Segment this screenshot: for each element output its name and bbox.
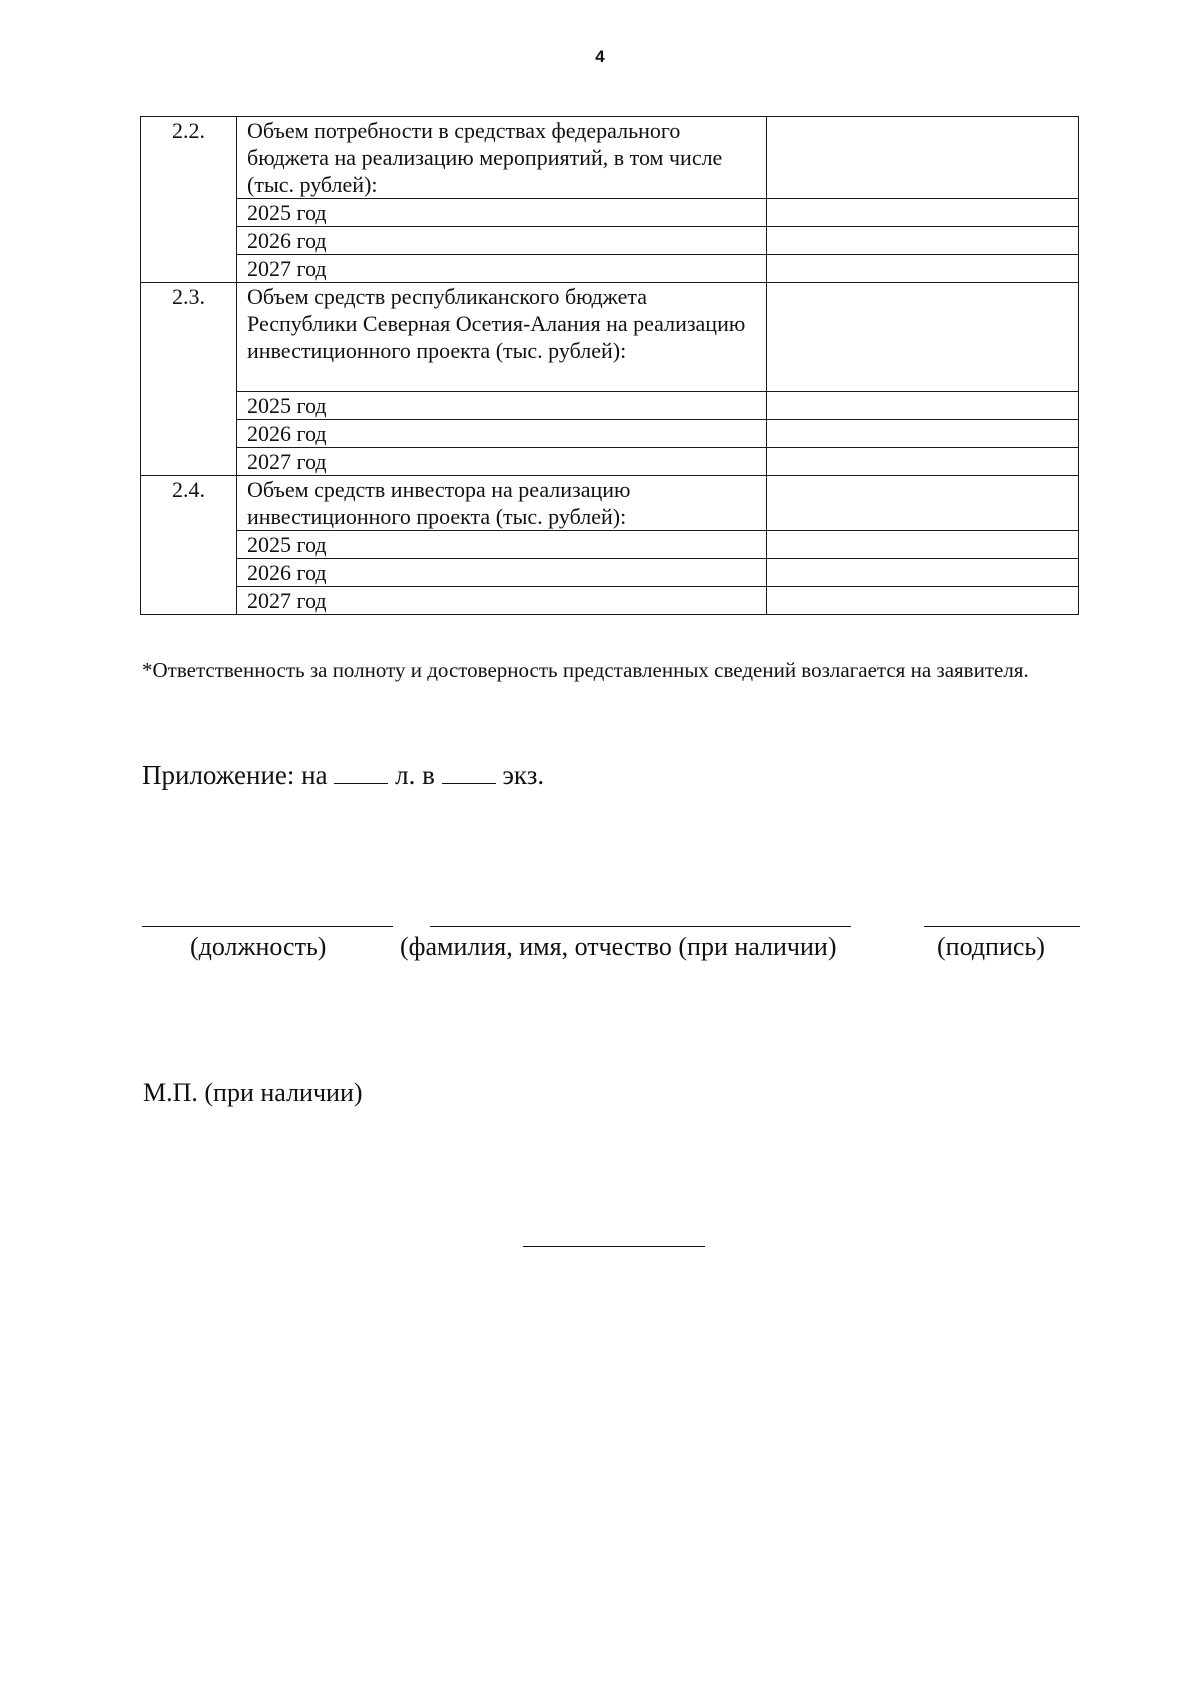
table-row [141, 587, 1079, 615]
value-cell [767, 255, 1079, 283]
value-cell [767, 117, 1079, 199]
row-number: 2.3. [141, 283, 237, 476]
row-title: Объем средств инвестора на реализацию инвестиционного проекта (тыс. рублей): [237, 476, 767, 531]
year-label: 2026 год [237, 559, 767, 587]
table-row [141, 117, 1079, 199]
value-cell [767, 420, 1079, 448]
page-number: 4 [595, 47, 605, 66]
year-label: 2026 год [237, 420, 767, 448]
table-row [141, 199, 1079, 227]
table-row [141, 227, 1079, 255]
table-row [141, 255, 1079, 283]
row-number: 2.2. [141, 117, 237, 283]
position-line [142, 926, 393, 927]
signature-line [924, 926, 1080, 927]
value-cell [767, 559, 1079, 587]
appendix-line [142, 757, 544, 791]
value-cell [767, 587, 1079, 615]
year-label: 2027 год [237, 255, 767, 283]
appendix-middle: л. в [395, 760, 435, 790]
value-cell [767, 283, 1079, 392]
row-title: Объем потребности в средствах федерального бюджета на реализацию мероприятий, в том числе (тыс. рублей): [237, 117, 767, 199]
appendix-suffix: экз. [502, 760, 545, 790]
position-caption: (должность) [190, 932, 327, 961]
year-label: 2027 год [237, 448, 767, 476]
value-cell [767, 199, 1079, 227]
value-cell [767, 476, 1079, 531]
value-cell [767, 392, 1079, 420]
table-row [141, 448, 1079, 476]
year-label: 2025 год [237, 531, 767, 559]
year-label: 2027 год [237, 587, 767, 615]
stamp-placeholder: М.П. (при наличии) [143, 1078, 363, 1107]
sheet-count-blank [334, 757, 388, 784]
table-row [141, 392, 1079, 420]
row-number: 2.4. [141, 476, 237, 615]
responsibility-footnote: *Ответственность за полноту и достоверность представленных сведений возлагается на заявителя. [142, 658, 1029, 682]
full-name-caption: (фамилия, имя, отчество (при наличии) [400, 932, 837, 961]
value-cell [767, 531, 1079, 559]
table-row [141, 531, 1079, 559]
table-row [141, 283, 1079, 392]
end-of-document-rule [523, 1246, 705, 1247]
full-name-line [430, 926, 851, 927]
value-cell [767, 448, 1079, 476]
row-title: Объем средств республиканского бюджета Республики Северная Осетия-Алания на реализацию инвестиционного проекта (тыс. рублей): [237, 283, 767, 392]
appendix-prefix: Приложение: на [142, 760, 328, 790]
year-label: 2025 год [237, 392, 767, 420]
copy-count-blank [442, 757, 496, 784]
table-row [141, 559, 1079, 587]
year-label: 2026 год [237, 227, 767, 255]
year-label: 2025 год [237, 199, 767, 227]
investment-funding-table [140, 116, 1079, 615]
value-cell [767, 227, 1079, 255]
table-row [141, 476, 1079, 531]
table-row [141, 420, 1079, 448]
signature-caption: (подпись) [937, 932, 1045, 961]
